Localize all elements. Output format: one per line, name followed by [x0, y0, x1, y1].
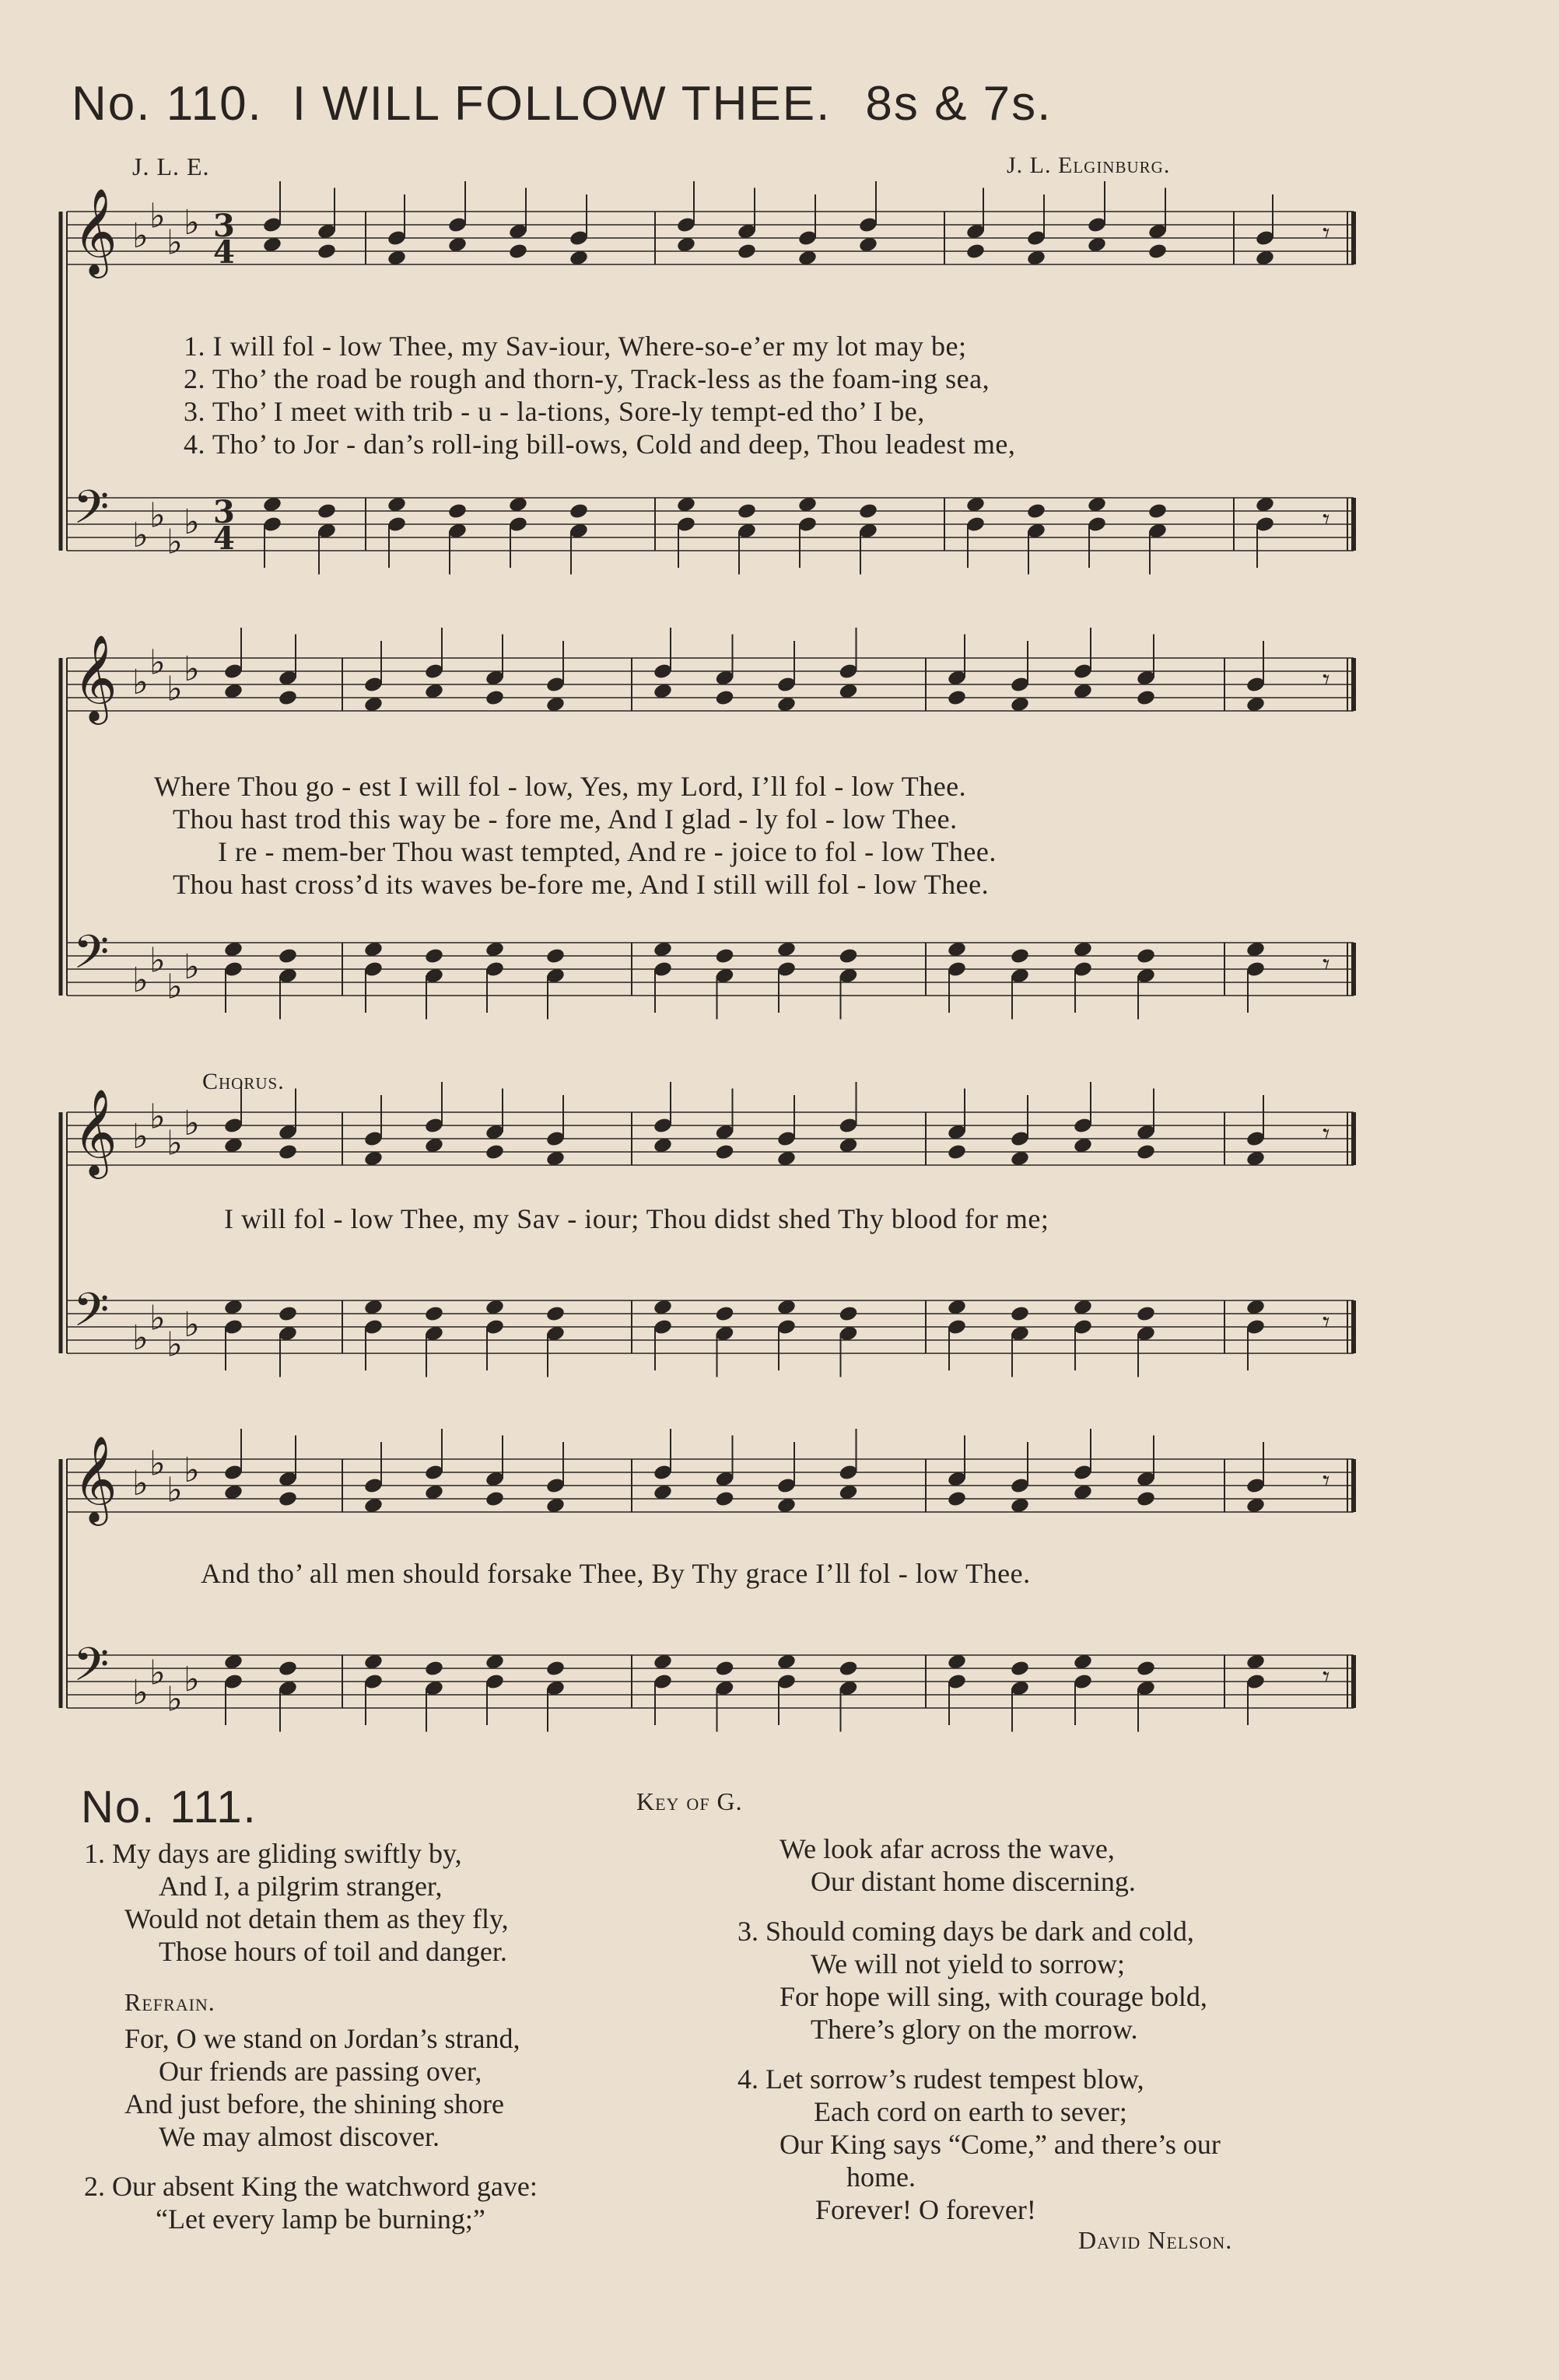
- refrain-label: Refrain.: [124, 1988, 215, 2016]
- flat-icon: ♭: [166, 522, 183, 562]
- flat-icon: ♭: [149, 642, 166, 683]
- notehead: [965, 243, 986, 261]
- verse-line: Our distant home discerning.: [811, 1866, 1136, 1897]
- flat-icon: ♭: [132, 1673, 149, 1713]
- verse-line: Our King says “Come,” and there’s our: [780, 2129, 1221, 2160]
- flat-icon: ♭: [184, 1660, 200, 1699]
- lyric-line: Thou hast cross’d its waves be-fore me, And I still will fol - low Thee.: [173, 869, 990, 900]
- verse-line: home.: [846, 2161, 916, 2193]
- notehead: [1026, 502, 1046, 520]
- notehead: [278, 1490, 298, 1508]
- lyric-line: Thou hast trod this way be - fore me, And I glad - ly fol - low Thee.: [173, 803, 958, 835]
- notehead: [947, 689, 967, 707]
- hymn-110-title: I WILL FOLLOW THEE.: [292, 77, 832, 131]
- notehead: [278, 1143, 298, 1161]
- notehead: [714, 947, 734, 965]
- notehead: [485, 1490, 505, 1508]
- notehead: [858, 502, 878, 520]
- eighth-rest-icon: 𝄾: [1323, 1661, 1330, 1693]
- notehead: [1136, 1143, 1156, 1161]
- verse-line: 4. Let sorrow’s rudest tempest blow,: [737, 2063, 1144, 2095]
- verse-line: There’s glory on the morrow.: [811, 2014, 1138, 2045]
- flat-icon: ♭: [132, 1117, 149, 1157]
- verse-line: 3. Should coming days be dark and cold,: [737, 1916, 1194, 1947]
- verse-line: We look afar across the wave,: [780, 1833, 1115, 1864]
- flat-icon: ♭: [184, 947, 200, 987]
- verse-line: Each cord on earth to sever;: [814, 2096, 1127, 2127]
- refrain-line: Our friends are passing over,: [159, 2056, 482, 2087]
- eighth-rest-icon: 𝄾: [1323, 664, 1330, 696]
- notehead: [485, 1143, 505, 1161]
- treble-clef-icon: 𝄞: [73, 634, 117, 721]
- notehead: [447, 502, 468, 520]
- chorus-lyric-line: And tho’ all men should forsake Thee, By Thy grace I’ll fol - low Thee.: [201, 1558, 1031, 1589]
- verse-line: “Let every lamp be burning;”: [156, 2203, 485, 2235]
- notehead: [947, 1143, 967, 1161]
- flat-icon: ♭: [166, 967, 183, 1007]
- lyric-line: I re - mem-ber Thou wast tempted, And re - joice to fol - low Thee.: [218, 836, 997, 867]
- refrain-line: We may almost discover.: [159, 2121, 440, 2152]
- lyric-line: 2. Tho’ the road be rough and thorn-y, Track-less as the foam-ing sea,: [184, 363, 990, 394]
- flat-icon: ♭: [184, 502, 200, 542]
- notehead: [1147, 502, 1168, 520]
- flat-icon: ♭: [166, 1470, 183, 1510]
- flat-icon: ♭: [132, 961, 149, 1000]
- hymn-110-number: No. 110.: [72, 77, 263, 131]
- treble-clef-icon: 𝄞: [73, 1435, 117, 1522]
- lyric-line: Where Thou go - est I will fol - low, Yes, my Lord, I’ll fol - low Thee.: [154, 771, 967, 802]
- chorus-lyric-line: I will fol - low Thee, my Sav - iour; Thou didst shed Thy blood for me;: [224, 1203, 1049, 1234]
- verse-line: Those hours of toil and danger.: [159, 1936, 507, 1967]
- time-signature-bottom: 4: [213, 234, 235, 271]
- verse-line: 2. Our absent King the watchword gave:: [84, 2171, 538, 2202]
- notehead: [1136, 689, 1156, 707]
- eighth-rest-icon: 𝄾: [1323, 504, 1330, 536]
- hymn-111-number: No. 111.: [81, 1782, 257, 1832]
- flat-icon: ♭: [166, 1679, 183, 1720]
- time-signature-bottom: 4: [213, 520, 235, 557]
- flat-icon: ♭: [149, 495, 166, 536]
- hymn-111-author: David Nelson.: [1078, 2226, 1233, 2254]
- flat-icon: ♭: [132, 1318, 149, 1358]
- bass-clef-icon: 𝄢: [73, 925, 110, 990]
- notehead: [1136, 1490, 1156, 1508]
- refrain-line: For, O we stand on Jordan’s strand,: [124, 2023, 520, 2054]
- notehead: [278, 689, 298, 707]
- flat-icon: ♭: [184, 1104, 200, 1143]
- time-signature-top: 3: [213, 208, 235, 244]
- bass-clef-icon: 𝄢: [73, 1283, 110, 1348]
- eighth-rest-icon: 𝄾: [1323, 218, 1330, 250]
- flat-icon: ♭: [149, 1653, 166, 1693]
- notehead: [278, 1660, 298, 1678]
- notehead: [737, 243, 757, 261]
- notehead: [317, 502, 337, 520]
- flat-icon: ♭: [184, 1305, 200, 1345]
- flat-icon: ♭: [149, 940, 166, 981]
- music-credit: J. L. Elginburg.: [1007, 152, 1171, 178]
- flat-icon: ♭: [132, 663, 149, 702]
- eighth-rest-icon: 𝄾: [1323, 1118, 1330, 1150]
- time-signature-top: 3: [213, 494, 235, 530]
- bass-clef-icon: 𝄢: [73, 1637, 110, 1703]
- notehead: [1136, 1305, 1156, 1323]
- verse-line: For hope will sing, with courage bold,: [780, 1981, 1207, 2012]
- flat-icon: ♭: [166, 222, 183, 263]
- flat-icon: ♭: [132, 1464, 149, 1503]
- lyric-line: 1. I will fol - low Thee, my Sav-iour, Where-so-e’er my lot may be;: [184, 331, 967, 362]
- flat-icon: ♭: [184, 1451, 200, 1490]
- notehead: [278, 1305, 298, 1323]
- verse-line: We will not yield to sorrow;: [811, 1948, 1126, 1979]
- flat-icon: ♭: [132, 216, 149, 256]
- eighth-rest-icon: 𝄾: [1323, 1465, 1330, 1497]
- notehead: [485, 689, 505, 707]
- bass-clef-icon: 𝄢: [73, 480, 110, 545]
- notehead: [424, 947, 444, 965]
- notehead: [508, 243, 528, 261]
- flat-icon: ♭: [149, 1097, 166, 1137]
- notehead: [545, 1660, 566, 1678]
- verse-line: Forever! O forever!: [815, 2194, 1036, 2225]
- notehead: [714, 1660, 734, 1678]
- notehead: [424, 1660, 444, 1678]
- notehead: [838, 1305, 858, 1323]
- flat-icon: ♭: [166, 1325, 183, 1365]
- treble-clef-icon: 𝄞: [73, 187, 117, 275]
- words-credit: J. L. E.: [132, 152, 210, 180]
- notehead: [838, 1660, 858, 1678]
- flat-icon: ♭: [184, 203, 200, 243]
- notehead: [1010, 1660, 1030, 1678]
- notehead: [317, 243, 337, 261]
- flat-icon: ♭: [132, 516, 149, 555]
- verse-line: And I, a pilgrim stranger,: [159, 1871, 443, 1902]
- flat-icon: ♭: [149, 1444, 166, 1484]
- notehead: [838, 947, 858, 965]
- lyric-line: 4. Tho’ to Jor - dan’s roll-ing bill-ows, Cold and deep, Thou leadest me,: [184, 429, 1016, 460]
- notehead: [714, 1490, 734, 1508]
- flat-icon: ♭: [149, 1298, 166, 1339]
- refrain-line: And just before, the shining shore: [124, 2088, 504, 2119]
- flat-icon: ♭: [184, 649, 200, 689]
- notehead: [1147, 243, 1168, 261]
- notehead: [714, 689, 734, 707]
- notehead: [1010, 1305, 1030, 1323]
- notehead: [714, 1305, 734, 1323]
- notehead: [278, 947, 298, 965]
- notehead: [737, 502, 757, 520]
- notehead: [714, 1143, 734, 1161]
- notehead: [545, 1305, 566, 1323]
- hymn-110-meter: 8s & 7s.: [865, 77, 1053, 131]
- flat-icon: ♭: [149, 196, 166, 236]
- flat-icon: ♭: [166, 1123, 183, 1164]
- verse-line: Would not detain them as they fly,: [124, 1903, 509, 1934]
- flat-icon: ♭: [166, 669, 183, 709]
- eighth-rest-icon: 𝄾: [1323, 949, 1330, 981]
- notehead: [1136, 1660, 1156, 1678]
- hymn-111-key: Key of G.: [636, 1787, 743, 1815]
- notehead: [1136, 947, 1156, 965]
- lyric-line: 3. Tho’ I meet with trib - u - la-tions, Sore-ly tempt-ed tho’ I be,: [184, 396, 925, 427]
- notehead: [424, 1305, 444, 1323]
- notehead: [947, 1490, 967, 1508]
- notehead: [545, 947, 566, 965]
- eighth-rest-icon: 𝄾: [1323, 1307, 1330, 1339]
- notehead: [569, 502, 589, 520]
- notehead: [1010, 947, 1030, 965]
- verse-line: 1. My days are gliding swiftly by,: [84, 1838, 462, 1869]
- treble-clef-icon: 𝄞: [73, 1088, 117, 1175]
- chorus-label: Chorus.: [202, 1069, 285, 1094]
